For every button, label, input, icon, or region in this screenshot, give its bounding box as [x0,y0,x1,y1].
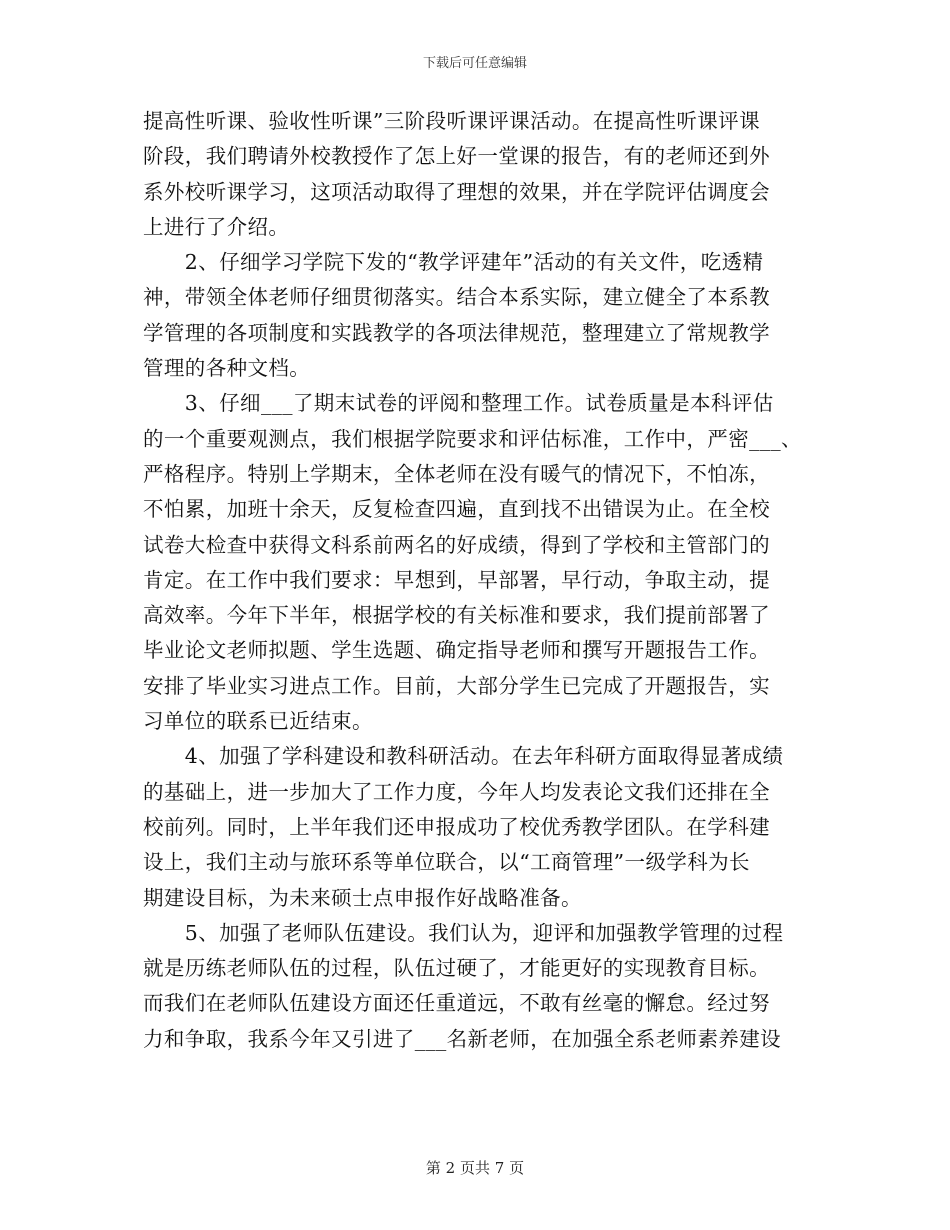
text-line: 提高性听课、验收性听课”三阶段听课评课活动。在提高性听课评课 [143,109,760,133]
text-line: 神，带领全体老师仔细贯彻落实。结合本系实际，建立健全了本系教 [143,285,770,310]
text-line: 学管理的各项制度和实践教学的各项法律规范，整理建立了常规教学 [143,320,770,345]
text-line: 上进行了介绍。 [143,214,290,239]
text-line: 而我们在老师队伍建设方面还任重道远，不敢有丝毫的懈怠。经过努 [143,991,770,1016]
text-line: 3、仔细___了期末试卷的评阅和整理工作。试卷质量是本科评估 [143,391,774,416]
text-line: 系外校听课学习，这项活动取得了理想的效果，并在学院评估调度会 [143,179,770,204]
text-line: 校前列。同时，上半年我们还申报成功了校优秀教学团队。在学科建 [143,814,770,839]
text-line: 力和争取，我系今年又引进了___名新老师，在加强全系老师素养建设 [143,1026,782,1051]
text-line: 习单位的联系已近结束。 [143,709,373,734]
text-line: 设上，我们主动与旅环系等单位联合，以“工商管理”一级学科为长 [143,850,750,875]
text-line: 2、仔细学习学院下发的“教学评建年”活动的有关文件，吃透精 [143,250,764,275]
document-body [143,104,813,1057]
text-line: 管理的各种文档。 [143,356,311,381]
page-footer: 第 2 页共 7 页 [425,1159,525,1177]
text-line: 不怕累，加班十余天，反复检查四遍，直到找不出错误为止。在全校 [143,497,770,522]
text-line: 毕业论文老师拟题、学生选题、确定指导老师和撰写开题报告工作。 [143,638,770,663]
text-line: 5、加强了老师队伍建设。我们认为，迎评和加强教学管理的过程 [143,920,784,945]
text-line: 高效率。今年下半年，根据学校的有关标准和要求，我们提前部署了 [143,603,770,628]
text-line: 安排了毕业实习进点工作。目前，大部分学生已完成了开题报告，实 [143,673,770,698]
text-line: 4、加强了学科建设和教科研活动。在去年科研方面取得显著成绩 [143,744,784,769]
text-line: 就是历练老师队伍的过程，队伍过硬了，才能更好的实现教育目标。 [143,956,770,981]
text-line: 试卷大检查中获得文科系前两名的好成绩，得到了学校和主管部门的 [143,532,770,557]
text-line: 严格程序。特别上学期末，全体老师在没有暖气的情况下，不怕冻， [143,461,770,486]
text-line: 的基础上，进一步加大了工作力度，今年人均发表论文我们还排在全 [143,779,770,804]
text-line: 的一个重要观测点，我们根据学院要求和评估标准，工作中，严密___、 [143,426,802,451]
text-line: 肯定。在工作中我们要求：早想到，早部署，早行动，争取主动，提 [143,567,770,592]
text-line: 期建设目标，为未来硕士点申报作好战略准备。 [143,885,582,910]
page-header: 下载后可任意编辑 [422,56,527,71]
text-line: 阶段，我们聘请外校教授作了怎上好一堂课的报告，有的老师还到外 [143,144,770,169]
